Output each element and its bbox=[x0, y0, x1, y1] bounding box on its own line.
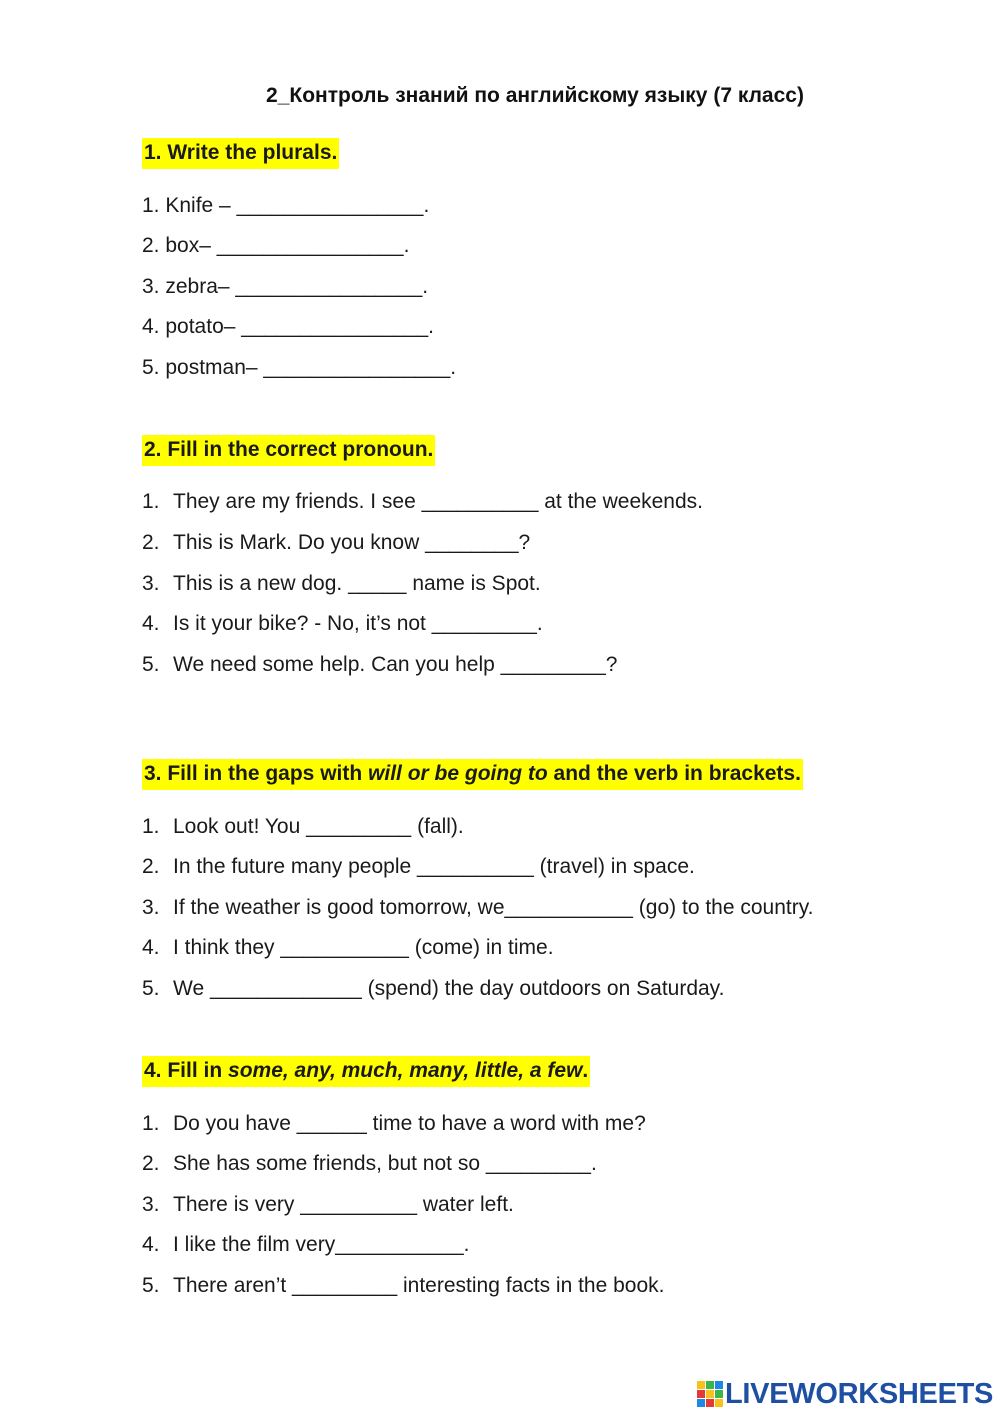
item-text[interactable]: I like the film very___________. bbox=[173, 1233, 470, 1256]
item-text[interactable]: Do you have ______ time to have a word with me? bbox=[173, 1112, 646, 1135]
item-number: 4. bbox=[142, 315, 160, 338]
page-title: 2_Контроль знаний по английскому языку (7 класс) bbox=[266, 84, 804, 107]
item-number: 1. bbox=[142, 1112, 160, 1135]
item-number: 5. bbox=[142, 1274, 160, 1297]
section-4-heading bbox=[142, 1056, 590, 1087]
item-number: 3. bbox=[142, 572, 160, 595]
item-number: 5. bbox=[142, 653, 160, 676]
section-2-item-5 bbox=[142, 652, 617, 678]
section-2-heading: 2. Fill in the correct pronoun. bbox=[142, 435, 435, 466]
item-text[interactable]: Is it your bike? - No, it’s not _________. bbox=[173, 612, 543, 635]
item-text[interactable]: box– ________________. bbox=[165, 234, 410, 257]
section-1-item-4 bbox=[142, 314, 434, 340]
section-2-item-4 bbox=[142, 611, 543, 637]
item-number: 2. bbox=[142, 1152, 160, 1175]
item-number: 4. bbox=[142, 1233, 160, 1256]
item-text[interactable]: There aren’t _________ interesting facts in the book. bbox=[173, 1274, 665, 1297]
section-2-item-3 bbox=[142, 571, 541, 597]
section-4-item-4 bbox=[142, 1232, 470, 1258]
item-number: 2. bbox=[142, 531, 160, 554]
item-text[interactable]: They are my friends. I see __________ at the weekends. bbox=[173, 490, 703, 513]
heading-post: . bbox=[582, 1059, 589, 1082]
section-1-item-3 bbox=[142, 274, 428, 300]
heading-pre: 3. Fill in the gaps with bbox=[144, 762, 369, 785]
liveworksheets-logo-icon bbox=[697, 1381, 723, 1407]
item-number: 1. bbox=[142, 815, 160, 838]
section-3-item-3 bbox=[142, 895, 814, 921]
item-text[interactable]: Knife – ________________. bbox=[165, 194, 430, 217]
item-text[interactable]: zebra– ________________. bbox=[165, 275, 429, 298]
section-4-item-1 bbox=[142, 1111, 646, 1137]
section-3-item-2 bbox=[142, 854, 695, 880]
section-2-item-2 bbox=[142, 530, 530, 556]
logo-text: LIVEWORKSHEETS bbox=[725, 1377, 994, 1410]
section-4-item-5 bbox=[142, 1273, 665, 1299]
section-4-item-2 bbox=[142, 1151, 597, 1177]
section-3-item-5 bbox=[142, 976, 724, 1002]
item-number: 3. bbox=[142, 1193, 160, 1216]
item-text[interactable]: potato– ________________. bbox=[165, 315, 434, 338]
item-text[interactable]: I think they ___________ (come) in time. bbox=[173, 936, 554, 959]
section-2-item-1 bbox=[142, 489, 703, 515]
item-text[interactable]: This is a new dog. _____ name is Spot. bbox=[173, 572, 541, 595]
item-text[interactable]: We need some help. Can you help _________? bbox=[173, 653, 618, 676]
item-text[interactable]: In the future many people __________ (travel) in space. bbox=[173, 855, 695, 878]
section-1-item-5 bbox=[142, 355, 456, 381]
item-number: 2. bbox=[142, 855, 160, 878]
section-1-item-2 bbox=[142, 233, 409, 259]
section-1-item-1 bbox=[142, 193, 429, 219]
heading-pre: 4. Fill in bbox=[144, 1059, 229, 1082]
item-number: 4. bbox=[142, 612, 160, 635]
item-text[interactable]: This is Mark. Do you know ________? bbox=[173, 531, 531, 554]
item-text[interactable]: There is very __________ water left. bbox=[173, 1193, 514, 1216]
item-number: 4. bbox=[142, 936, 160, 959]
section-4-item-3 bbox=[142, 1192, 514, 1218]
section-3-heading bbox=[142, 759, 803, 790]
item-text[interactable]: If the weather is good tomorrow, we___________ (go) to the country. bbox=[173, 896, 814, 919]
section-3-item-1 bbox=[142, 814, 464, 840]
heading-post: and the verb in brackets. bbox=[547, 762, 801, 785]
heading-emphasis: some, any, much, many, little, a few bbox=[228, 1059, 583, 1082]
liveworksheets-logo[interactable] bbox=[697, 1378, 993, 1410]
section-3-item-4 bbox=[142, 935, 554, 961]
item-text[interactable]: Look out! You _________ (fall). bbox=[173, 815, 464, 838]
item-number: 5. bbox=[142, 356, 160, 379]
item-number: 3. bbox=[142, 896, 160, 919]
heading-emphasis: will or be going to bbox=[368, 762, 548, 785]
item-text[interactable]: postman– ________________. bbox=[165, 356, 457, 379]
item-number: 1. bbox=[142, 194, 160, 217]
item-number: 3. bbox=[142, 275, 160, 298]
section-1-heading: 1. Write the plurals. bbox=[142, 138, 339, 169]
item-text[interactable]: We _____________ (spend) the day outdoors on Saturday. bbox=[173, 977, 725, 1000]
item-number: 1. bbox=[142, 490, 160, 513]
item-text[interactable]: She has some friends, but not so _________. bbox=[173, 1152, 597, 1175]
item-number: 2. bbox=[142, 234, 160, 257]
item-number: 5. bbox=[142, 977, 160, 1000]
